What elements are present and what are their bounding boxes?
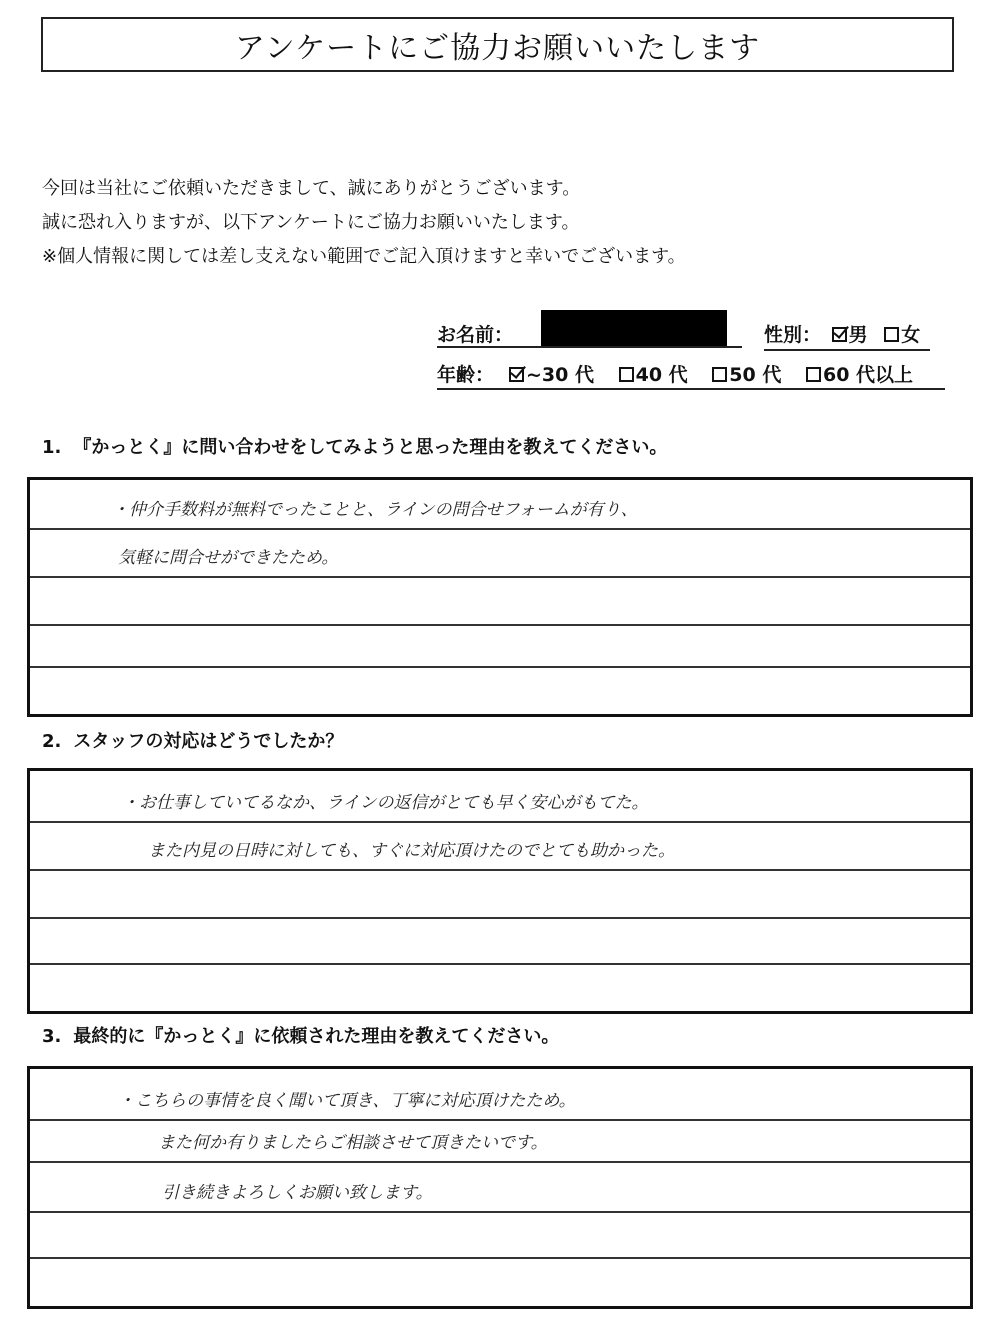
age-option-under-30[interactable]	[509, 360, 594, 387]
answer-line	[30, 1259, 970, 1306]
intro-text	[42, 172, 686, 274]
question-number: 3.	[42, 1026, 62, 1047]
age-option-label: 50 代	[729, 364, 782, 386]
answer-line	[30, 871, 970, 919]
checkbox-icon[interactable]	[619, 367, 634, 382]
checkbox-icon[interactable]	[712, 367, 727, 382]
checkbox-icon[interactable]	[884, 327, 899, 342]
age-option-60s-plus[interactable]	[806, 360, 913, 387]
question-text: スタッフの対応はどうでしたか？	[73, 731, 344, 752]
intro-line: ※個人情報に関しては差し支えない範囲でご記入頂けますと幸いでございます。	[42, 246, 686, 267]
age-option-50s[interactable]	[712, 360, 781, 387]
question-2	[42, 727, 343, 753]
answer-line: また何か有りましたらご相談させて頂きたいです。	[30, 1121, 970, 1163]
answer-box-1[interactable]	[27, 477, 973, 717]
gender-option-label: 女	[901, 324, 921, 346]
checkbox-checked-icon[interactable]	[832, 327, 847, 342]
intro-line: 誠に恐れ入りますが、以下アンケートにご協力お願いいたします。	[42, 212, 580, 233]
age-row	[437, 358, 945, 390]
gender-option-female[interactable]	[884, 320, 920, 347]
answer-line: ・仲介手数料が無料でったことと、ラインの問合せフォームが有り、	[30, 480, 970, 530]
name-label: お名前：	[437, 324, 514, 346]
answer-line: 気軽に問合せができたため。	[30, 530, 970, 578]
question-text: 最終的に『かっとく』に依頼された理由を教えてください。	[73, 1026, 560, 1047]
answer-line: また内見の日時に対しても、すぐに対応頂けたのでとても助かった。	[30, 823, 970, 871]
name-underline	[437, 346, 742, 348]
question-number: 1.	[42, 437, 62, 458]
checkbox-icon[interactable]	[806, 367, 821, 382]
answer-line	[30, 965, 970, 1011]
answer-line	[30, 668, 970, 714]
age-option-label: ~30 代	[526, 364, 594, 386]
page-title: アンケートにご協力お願いいたします	[41, 17, 954, 72]
age-options	[509, 360, 931, 387]
question-1	[42, 433, 667, 459]
answer-line	[30, 919, 970, 965]
question-3	[42, 1022, 559, 1048]
intro-line: 今回は当社にご依頼いただきまして、誠にありがとうございます。	[42, 178, 581, 199]
age-option-40s[interactable]	[619, 360, 688, 387]
age-option-label: 40 代	[635, 364, 688, 386]
checkbox-checked-icon[interactable]	[509, 367, 524, 382]
gender-field	[764, 320, 930, 351]
answer-line: ・こちらの事情を良く聞いて頂き、丁寧に対応頂けたため。	[30, 1069, 970, 1121]
answer-line	[30, 1213, 970, 1259]
answer-line: 引き続きよろしくお願い致します。	[30, 1163, 970, 1213]
name-redaction	[541, 310, 727, 346]
answer-line	[30, 626, 970, 668]
answer-line	[30, 578, 970, 626]
answer-box-2[interactable]	[27, 768, 973, 1014]
gender-label: 性別：	[764, 324, 822, 346]
gender-option-label: 男	[848, 324, 868, 346]
answer-line: ・お仕事していてるなか、ラインの返信がとても早く安心がもてた。	[30, 771, 970, 823]
answer-box-3[interactable]	[27, 1066, 973, 1309]
question-number: 2.	[42, 731, 62, 752]
name-gender-row	[437, 318, 942, 348]
age-label: 年齢：	[437, 364, 495, 386]
question-text: 『かっとく』に問い合わせをしてみようと思った理由を教えてください。	[73, 437, 668, 458]
age-option-label: 60 代以上	[822, 364, 914, 386]
gender-option-male[interactable]	[832, 320, 868, 347]
